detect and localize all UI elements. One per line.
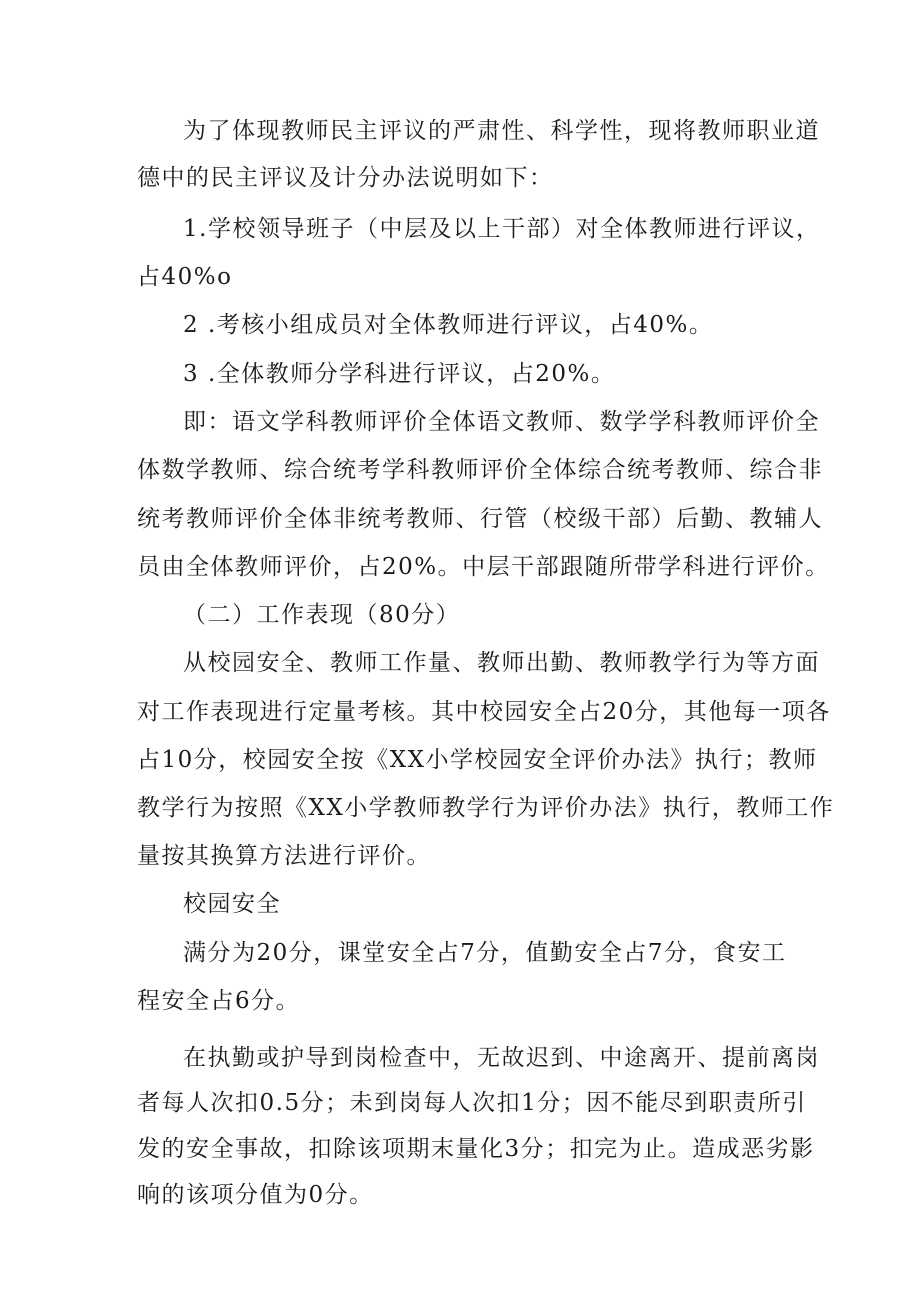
paragraph-line: 统考教师评价全体非统考教师、行管（校级干部）后勤、教辅人 xyxy=(137,506,823,532)
paragraph-line: 响的该项分值为0分。 xyxy=(137,1182,374,1208)
paragraph-line: 员由全体教师评价，占20%。中层干部跟随所带学科进行评价。 xyxy=(137,554,830,580)
paragraph-line: 对工作表现进行定量考核。其中校园安全占20分，其他每一项各 xyxy=(137,699,831,725)
paragraph-line: 3 .全体教师分学科进行评议，占20%。 xyxy=(183,361,616,387)
paragraph-line: 满分为20分，课堂安全占7分，值勤安全占7分，食安工 xyxy=(183,940,787,966)
section-heading: （二）工作表现（80分） xyxy=(183,602,461,628)
paragraph-line: 1.学校领导班子（中层及以上干部）对全体教师进行评议， xyxy=(183,216,821,242)
paragraph-line: 教学行为按照《XX小学教师教学行为评价办法》执行，教师工作 xyxy=(137,795,835,821)
paragraph-line: 发的安全事故，扣除该项期末量化3分；扣完为止。造成恶劣影 xyxy=(137,1136,815,1162)
paragraph-line: 在执勤或护导到岗检查中，无故迟到、中途离开、提前离岗 xyxy=(183,1045,820,1071)
paragraph-line: 德中的民主评议及计分办法说明如下： xyxy=(137,165,554,191)
paragraph-line: 2 .考核小组成员对全体教师进行评议，占40%。 xyxy=(183,312,714,338)
subsection-heading: 校园安全 xyxy=(183,891,281,917)
paragraph-line: 程安全占6分。 xyxy=(137,988,301,1014)
paragraph-line: 占10分，校园安全按《XX小学校园安全评价办法》执行；教师 xyxy=(137,747,818,773)
paragraph-line: 从校园安全、教师工作量、教师出勤、教师教学行为等方面 xyxy=(183,650,820,676)
paragraph-line: 为了体现教师民主评议的严肃性、科学性，现将教师职业道 xyxy=(183,118,820,144)
paragraph-line: 量按其换算方法进行评价。 xyxy=(137,843,431,869)
paragraph-line: 即：语文学科教师评价全体语文教师、数学学科教师评价全 xyxy=(183,409,820,435)
paragraph-line: 占40%o xyxy=(137,264,233,290)
paragraph-line: 者每人次扣0.5分；未到岗每人次扣1分；因不能尽到职责所引 xyxy=(137,1090,807,1116)
paragraph-line: 体数学教师、综合统考学科教师评价全体综合统考教师、综合非 xyxy=(137,457,823,483)
